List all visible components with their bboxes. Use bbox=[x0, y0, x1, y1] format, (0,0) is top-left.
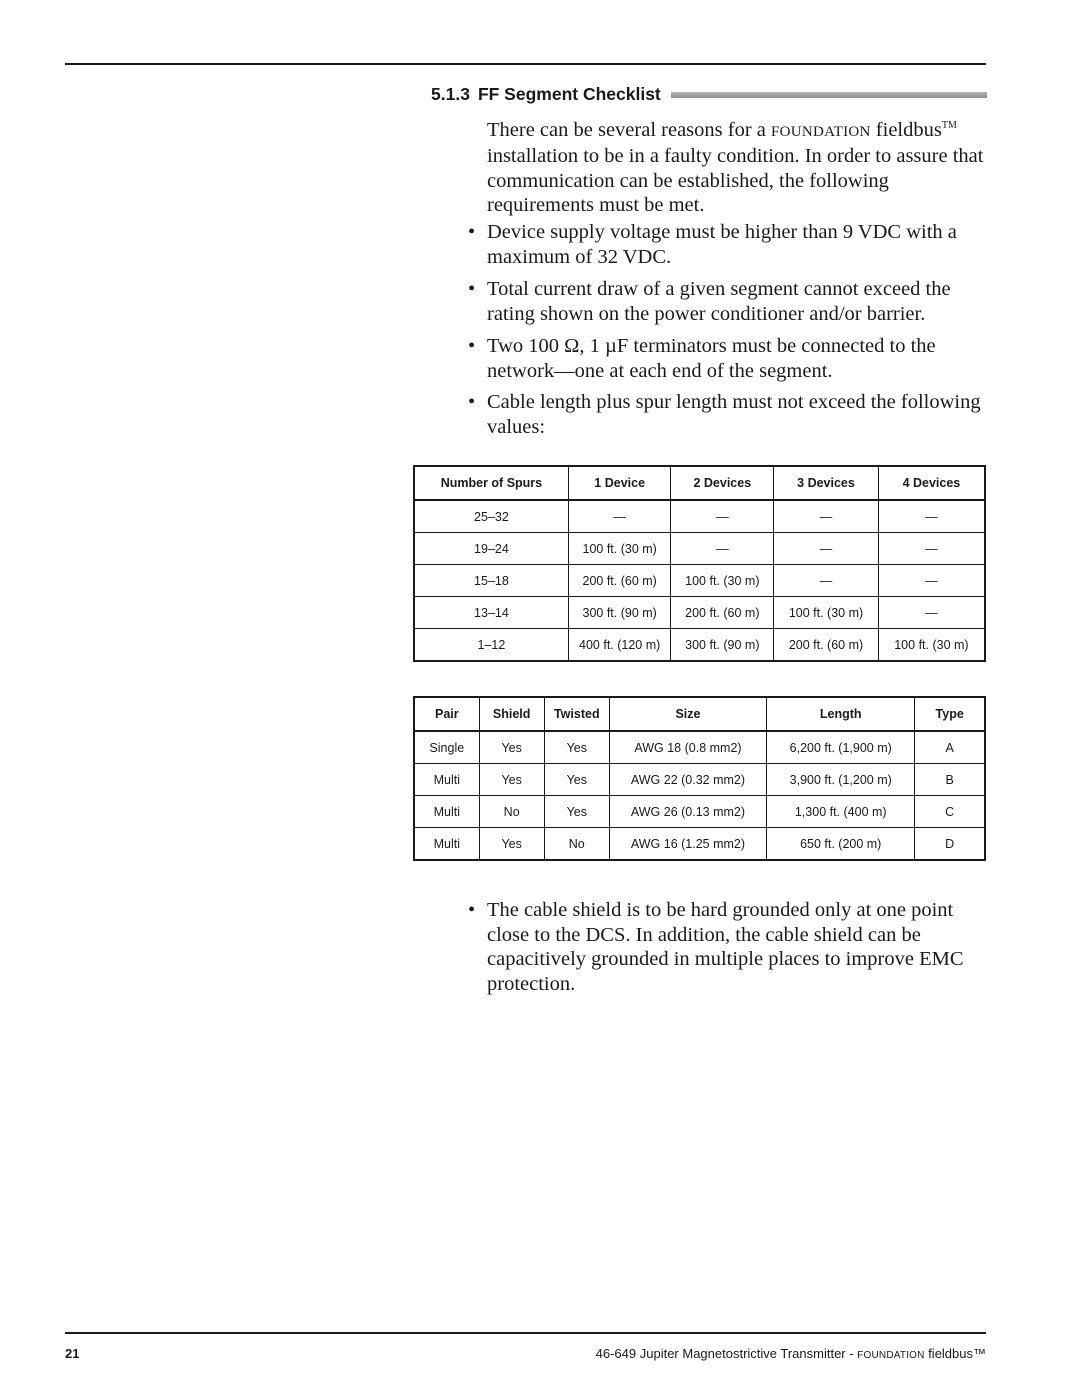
table-cell: 3,900 ft. (1,200 m) bbox=[767, 764, 915, 796]
table-cell: Multi bbox=[414, 828, 479, 861]
header-cell: 1 Device bbox=[568, 466, 671, 500]
table-cell: 1,300 ft. (400 m) bbox=[767, 796, 915, 828]
footer-title bbox=[596, 1346, 986, 1361]
footer-title-text-2: fieldbus™ bbox=[924, 1346, 986, 1361]
table-cell: — bbox=[878, 565, 985, 597]
table-cell: No bbox=[544, 828, 609, 861]
table-cell: 15–18 bbox=[414, 565, 568, 597]
table-row bbox=[414, 500, 985, 533]
bullet-item bbox=[468, 390, 988, 439]
bullet-dot: • bbox=[468, 278, 476, 300]
table-row bbox=[414, 796, 985, 828]
intro-text-1: There can be several reasons for a bbox=[487, 118, 771, 141]
top-rule bbox=[65, 63, 986, 65]
page-number: 21 bbox=[65, 1346, 80, 1361]
table-cell: 650 ft. (200 m) bbox=[767, 828, 915, 861]
bullet-dot: • bbox=[468, 391, 476, 413]
table-cell: AWG 16 (1.25 mm2) bbox=[609, 828, 766, 861]
table-row bbox=[414, 533, 985, 565]
table-cell: Yes bbox=[479, 731, 544, 764]
table-row bbox=[414, 828, 985, 861]
table-header-row bbox=[414, 466, 985, 500]
intro-text-3: installation to be in a faulty condition. In order to assure that communication can be established, the following requirements must be met. bbox=[487, 145, 984, 217]
table-cell: Yes bbox=[479, 828, 544, 861]
table-cell: 13–14 bbox=[414, 597, 568, 629]
table-cell: Multi bbox=[414, 796, 479, 828]
table-cell: 100 ft. (30 m) bbox=[774, 597, 879, 629]
header-cell: Number of Spurs bbox=[414, 466, 568, 500]
trademark: TM bbox=[941, 120, 957, 131]
bullet-text: Device supply voltage must be higher than 9 VDC with a maximum of 32 VDC. bbox=[487, 221, 957, 268]
table-cell: 300 ft. (90 m) bbox=[568, 597, 671, 629]
bullet-text: The cable shield is to be hard grounded only at one point close to the DCS. In addition, the cable shield can be capacitively grounded in multiple places to improve EMC protection. bbox=[487, 899, 964, 995]
heading-bar bbox=[671, 92, 987, 98]
intro-paragraph bbox=[487, 114, 987, 218]
section-title: FF Segment Checklist bbox=[477, 83, 661, 104]
table-cell: 100 ft. (30 m) bbox=[671, 565, 774, 597]
table-cell: No bbox=[479, 796, 544, 828]
spur-length-table bbox=[413, 465, 986, 662]
header-cell: Twisted bbox=[544, 697, 609, 731]
table-cell: 200 ft. (60 m) bbox=[671, 597, 774, 629]
table-cell: — bbox=[774, 565, 879, 597]
table-cell: 19–24 bbox=[414, 533, 568, 565]
bullet-item bbox=[468, 277, 988, 326]
header-cell: 2 Devices bbox=[671, 466, 774, 500]
table-cell: 100 ft. (30 m) bbox=[568, 533, 671, 565]
table-row bbox=[414, 597, 985, 629]
table-cell: C bbox=[915, 796, 985, 828]
section-heading bbox=[431, 81, 987, 107]
bullet-text: Two 100 Ω, 1 µF terminators must be connected to the network—one at each end of the segment. bbox=[487, 335, 936, 382]
table-cell: — bbox=[878, 597, 985, 629]
table-cell: AWG 26 (0.13 mm2) bbox=[609, 796, 766, 828]
bottom-rule bbox=[65, 1332, 986, 1334]
cable-type-table bbox=[413, 696, 986, 861]
table-cell: 25–32 bbox=[414, 500, 568, 533]
bullet-dot: • bbox=[468, 899, 476, 921]
header-cell: 4 Devices bbox=[878, 466, 985, 500]
table-row bbox=[414, 629, 985, 662]
table-cell: Yes bbox=[544, 731, 609, 764]
bullet-dot: • bbox=[468, 221, 476, 243]
header-cell: Size bbox=[609, 697, 766, 731]
table-row bbox=[414, 764, 985, 796]
table-cell: D bbox=[915, 828, 985, 861]
table-cell: Single bbox=[414, 731, 479, 764]
bullet-text: Total current draw of a given segment cannot exceed the rating shown on the power conditioner and/or barrier. bbox=[487, 278, 951, 325]
bullet-dot: • bbox=[468, 335, 476, 357]
table-header-row bbox=[414, 697, 985, 731]
table-cell: — bbox=[568, 500, 671, 533]
table-cell: B bbox=[915, 764, 985, 796]
bullet-item bbox=[468, 220, 988, 269]
table-cell: — bbox=[878, 500, 985, 533]
bullet-text: Cable length plus spur length must not exceed the following values: bbox=[487, 391, 981, 438]
table-cell: 400 ft. (120 m) bbox=[568, 629, 671, 662]
table-cell: 200 ft. (60 m) bbox=[774, 629, 879, 662]
table-cell: AWG 18 (0.8 mm2) bbox=[609, 731, 766, 764]
footer-foundation: FOUNDATION bbox=[857, 1350, 925, 1361]
table-cell: AWG 22 (0.32 mm2) bbox=[609, 764, 766, 796]
table-row bbox=[414, 565, 985, 597]
table-cell: — bbox=[671, 500, 774, 533]
table-cell: Yes bbox=[544, 764, 609, 796]
intro-text-2: fieldbus bbox=[870, 118, 942, 141]
table-cell: 1–12 bbox=[414, 629, 568, 662]
table-cell: Multi bbox=[414, 764, 479, 796]
header-cell: Type bbox=[915, 697, 985, 731]
header-cell: Shield bbox=[479, 697, 544, 731]
bullet-item bbox=[468, 898, 988, 996]
section-number: 5.1.3 bbox=[431, 83, 470, 104]
table-cell: 200 ft. (60 m) bbox=[568, 565, 671, 597]
bullet-item bbox=[468, 334, 988, 383]
header-cell: 3 Devices bbox=[774, 466, 879, 500]
table-cell: A bbox=[915, 731, 985, 764]
footer-title-text-1: 46-649 Jupiter Magnetostrictive Transmitter - bbox=[595, 1346, 858, 1361]
intro-foundation: FOUNDATION bbox=[771, 123, 871, 140]
table-cell: 300 ft. (90 m) bbox=[671, 629, 774, 662]
table-row bbox=[414, 731, 985, 764]
table-cell: — bbox=[774, 500, 879, 533]
table-cell: — bbox=[774, 533, 879, 565]
table-cell: Yes bbox=[544, 796, 609, 828]
header-cell: Pair bbox=[414, 697, 479, 731]
header-cell: Length bbox=[767, 697, 915, 731]
table-cell: — bbox=[671, 533, 774, 565]
table-cell: — bbox=[878, 533, 985, 565]
table-cell: Yes bbox=[479, 764, 544, 796]
table-cell: 100 ft. (30 m) bbox=[878, 629, 985, 662]
table-cell: 6,200 ft. (1,900 m) bbox=[767, 731, 915, 764]
